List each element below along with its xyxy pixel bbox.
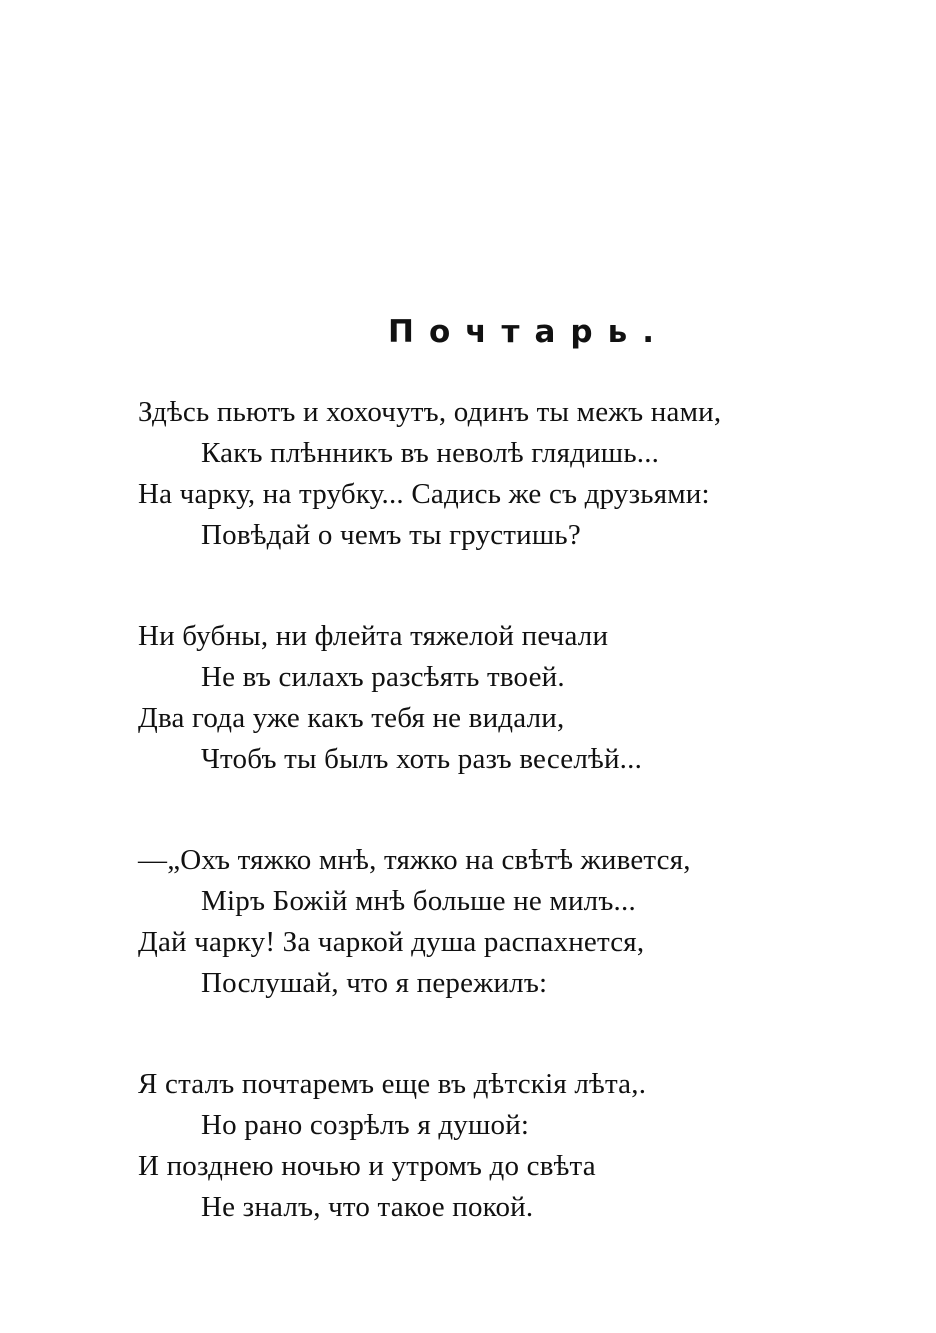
verse-line: Послушай, что я пережилъ: [201, 967, 548, 999]
stanza-4 [138, 1064, 858, 1228]
verse-line: На чарку, на трубку... Садись же съ друзьями: [138, 478, 710, 510]
verse-line: Не въ силахъ разсѣять твоей. [201, 661, 565, 693]
poem-body [138, 392, 858, 1288]
verse-line: —„Охъ тяжко мнѣ, тяжко на свѣтѣ живется, [138, 844, 691, 876]
stanza-3 [138, 840, 858, 1004]
verse-line: Повѣдай о чемъ ты грустишь? [201, 519, 581, 551]
verse-line: Какъ плѣнникъ въ неволѣ глядишь... [201, 437, 660, 469]
verse-line: Чтобъ ты былъ хоть разъ веселѣй... [201, 743, 643, 775]
verse-line: Я сталъ почтаремъ еще въ дѣтскія лѣта,. [138, 1068, 647, 1100]
verse-line: Но рано созрѣлъ я душой: [201, 1109, 530, 1141]
stanza-1 [138, 392, 858, 556]
verse-line: Не зналъ, что такое покой. [201, 1191, 534, 1223]
verse-line: Дай чарку! За чаркой душа распахнется, [138, 926, 645, 958]
verse-line: Ни бубны, ни флейта тяжелой печали [138, 620, 609, 652]
stanza-2 [138, 616, 858, 780]
verse-line: Міръ Божій мнѣ больше не милъ... [201, 885, 636, 917]
verse-line: Два года уже какъ тебя не видали, [138, 702, 565, 734]
verse-line: Здѣсь пьютъ и хохочутъ, одинъ ты межъ нами, [138, 396, 722, 428]
verse-line: И позднею ночью и утромъ до свѣта [138, 1150, 596, 1182]
poem-title: Почтарь. [388, 314, 669, 350]
